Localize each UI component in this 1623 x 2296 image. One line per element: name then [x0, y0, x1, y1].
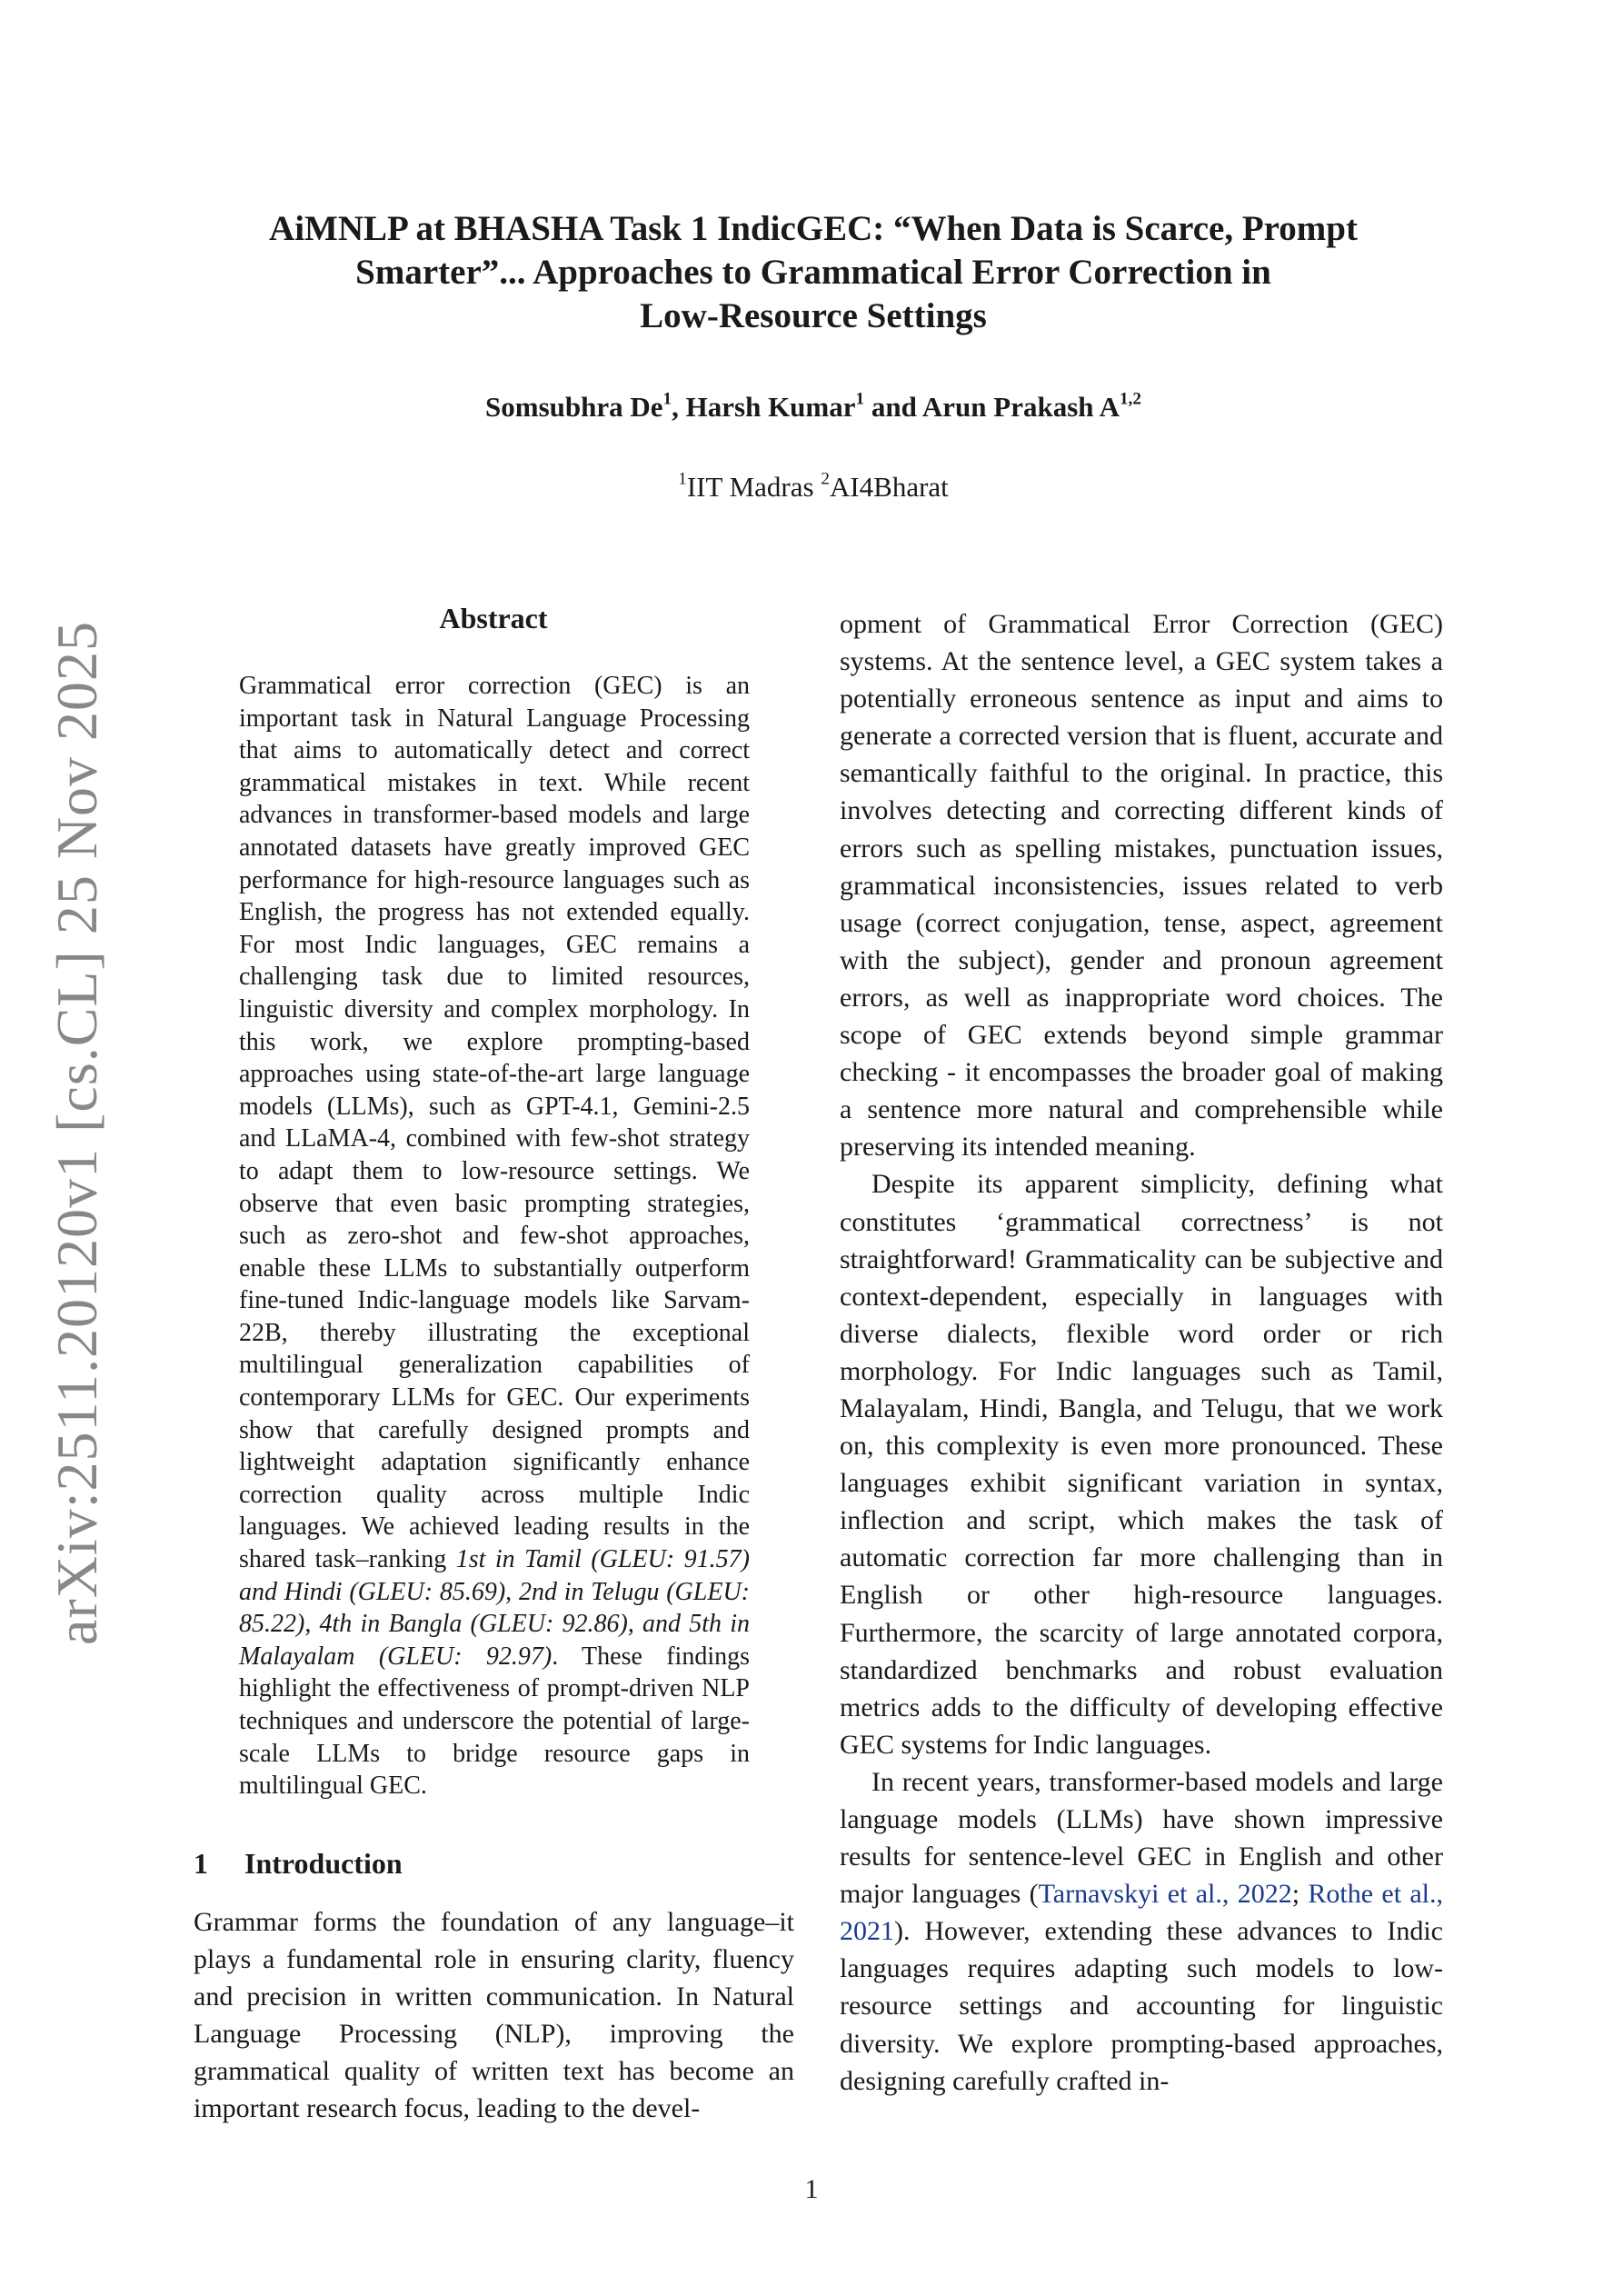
affiliation-name: AI4Bharat [829, 471, 949, 503]
intro-paragraph-1-continued: opment of Grammatical Error Correction (GEC) systems. At the sentence level, a GEC system takes a potentially erroneous sentence as input and aims to generate a corrected version that is fluent, accurate and semantically faithful to the original. In practice, this involves detecting and correcting different kinds of errors such as spelling mistakes, punctuation issues, grammatical inconsistencies, issues related to verb usage (correct conjugation, tense, aspect, agreement with the subject), gender and pronoun agreement errors, as well as inappropriate word choices. The scope of GEC extends beyond simple grammar checking - it encompasses the broader goal of making a sentence more natural and comprehensible while preserving its intended meaning. [840, 609, 1443, 1163]
citation-link[interactable]: Tarnavskyi et al., 2022 [1038, 1879, 1292, 1910]
affiliation-mark: 2 [821, 469, 830, 489]
abstract-heading: Abstract [439, 602, 548, 634]
section-number: 1 [194, 1847, 208, 1880]
author-list [145, 391, 1481, 424]
author-separator: , [672, 391, 686, 423]
author-separator: and [864, 391, 922, 423]
intro-paragraph-1-left: Grammar forms the foundation of any language–it plays a fundamental role in ensuring clarity, fluency and precision in written communication. In Natural Language Processing (NLP), improving the grammatical quality of written text has become an important research focus, leading to the devel- [194, 1907, 794, 2124]
abstract-text [239, 670, 750, 1802]
author-name: Harsh Kumar [685, 391, 856, 423]
paper-title [145, 207, 1481, 338]
section-heading-introduction [194, 1847, 793, 1881]
abstract-text-part: . These findings highlight the effectiveness of prompt-driven NLP techniques and underscore the potential of large-scale LLMs to bridge resource gaps in multilingual GEC. [239, 1642, 750, 1801]
affiliations [145, 471, 1481, 504]
intro-paragraph-2: Despite its apparent simplicity, defining what constitutes ‘grammatical correctness’ is not straightforward! Grammaticality can be subjective and context-dependent, especially in languages with diverse dialects, flexible word order or rich morphology. For Indic languages such as Tamil, Malayalam, Hindi, Bangla, and Telugu, that we work on, this complexity is even more pronounced. These languages exhibit significant variation in syntax, inflection and script, which makes the task of automatic correction far more challenging than in English or other high-resource languages. Furthermore, the scarcity of large annotated corpora, standardized benchmarks and robust evaluation metrics adds to the difficulty of developing effective GEC systems for Indic languages. [840, 1169, 1443, 1760]
citation-separator: ; [1291, 1879, 1309, 1910]
paragraph-text: ). However, extending these advances to Indic languages requires adapting such models to low-resource settings and accounting for linguistic diversity. We explore prompting-based approaches, designing carefully crafted in- [840, 1916, 1443, 2096]
author-name: Somsubhra De [485, 391, 663, 423]
author-affiliation-mark: 1,2 [1119, 389, 1141, 409]
page-number: 1 [804, 2174, 819, 2204]
title-line-1: AiMNLP at BHASHA Task 1 IndicGEC: “When Data is Scarce, Prompt [269, 209, 1358, 248]
section-title: Introduction [244, 1847, 403, 1880]
arxiv-identifier: arXiv:2511.20120v1 [cs.CL] 25 Nov 2025 [45, 620, 109, 1645]
abstract-text-part: Grammatical error correction (GEC) is an important task in Natural Language Processing that aims to automatically detect and correct grammatical mistakes in text. While recent advances in transformer-based models and large annotated datasets have greatly improved GEC performance for high-resource languages such as English, the progress has not extended equally. For most Indic languages, GEC remains a challenging task due to limited resources, linguistic diversity and complex morphology. In this work, we explore prompting-based approaches using state-of-the-art large language models (LLMs), such as GPT-4.1, Gemini-2.5 and LLaMA-4, combined with few-shot strategy to adapt them to low-resource settings. We observe that even basic prompting strategies, such as zero-shot and few-shot approaches, enable these LLMs to substantially outperform fine-tuned Indic-language models like Sarvam-22B, thereby illustrating the exceptional multilingual generalization capabilities of contemporary LLMs for GEC. Our experiments show that carefully designed prompts and lightweight adaptation significantly enhance correction quality across multiple Indic languages. We achieved leading results in the shared task–ranking [239, 672, 750, 1574]
affiliation-name: IIT Madras [686, 471, 821, 503]
author-affiliation-mark: 1 [855, 389, 865, 409]
author-affiliation-mark: 1 [662, 389, 672, 409]
paragraph-text: In recent years, transformer-based models and large language models (LLMs) have shown impressive results for sentence-level GEC in English and other major languages ( [840, 1766, 1443, 1910]
title-line-2: Smarter”... Approaches to Grammatical Error Correction in [355, 253, 1271, 292]
intro-paragraph-3 [840, 1763, 1443, 2100]
author-name: Arun Prakash A [921, 391, 1120, 423]
citation-link[interactable]: Rothe et al., 2021 [840, 1879, 1443, 1947]
right-column [840, 605, 1443, 2100]
affiliation-mark: 1 [678, 469, 687, 489]
abstract-results-italic: 1st in Tamil (GLEU: 91.57) and Hindi (GLEU: 85.69), 2nd in Telugu (GLEU: 85.22), 4th in Bangla (GLEU: 92.86), and 5th in Malayalam (GLEU: 92.97) [239, 1545, 750, 1671]
title-line-3: Low-Resource Settings [640, 296, 987, 335]
